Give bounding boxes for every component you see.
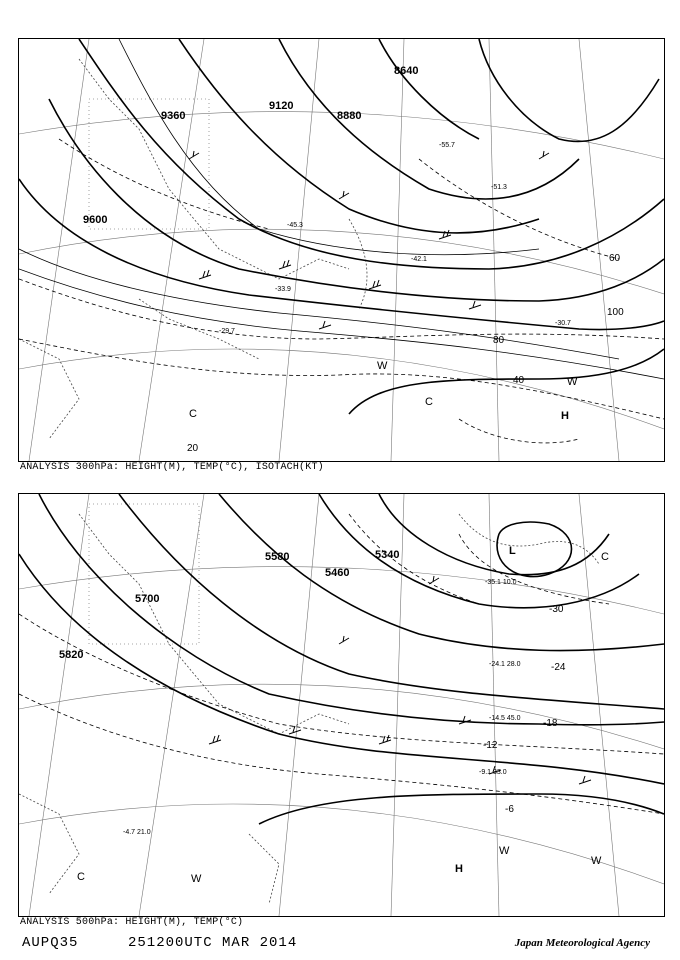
isotach-label-300-4: 80 [493, 335, 505, 346]
station-label-500-5: -35.1 10.0 [485, 579, 517, 586]
system-label-500-h: H [455, 863, 463, 875]
temp-label-500-2: -12 [483, 740, 498, 751]
chart-500hpa-map [19, 494, 664, 916]
isotach-label-300-5: 100 [607, 307, 624, 318]
station-label-500-3: -14.5 45.0 [489, 715, 521, 722]
system-label-500-c2: C [77, 871, 85, 883]
system-label-500-c1: C [601, 551, 609, 563]
temp-label-300-6: -51.3 [491, 184, 507, 191]
height-label-500-3: 5580 [265, 551, 290, 563]
station-label-500-1: -4.7 21.0 [123, 829, 151, 836]
temp-label-300-3: -33.9 [275, 286, 291, 293]
system-label-300-w2: W [567, 376, 578, 388]
chart-500hpa-caption: ANALYSIS 500hPa: HEIGHT(M), TEMP(°C) [20, 917, 244, 928]
system-label-300-c1: C [189, 408, 197, 420]
temp-label-300-7: -55.7 [439, 142, 455, 149]
chart-300hpa-caption: ANALYSIS 300hPa: HEIGHT(M), TEMP(°C), ISOTACH(KT) [20, 462, 324, 473]
station-label-500-2: -9.1 33.0 [479, 769, 507, 776]
isotach-label-300-1: 20 [187, 443, 199, 454]
height-label-300-3: 9120 [269, 100, 294, 112]
temp-label-500-1: -6 [505, 804, 514, 815]
temp-label-300-4: -42.1 [411, 256, 427, 263]
height-label-500-4: 5460 [325, 567, 350, 579]
system-label-500-w1: W [191, 873, 202, 885]
temp-label-500-3: -18 [543, 718, 558, 729]
station-label-500-4: -24.1 28.0 [489, 661, 521, 668]
system-label-500-w3: W [591, 855, 602, 867]
temp-label-300-2: -30.7 [555, 320, 571, 327]
chart-code: AUPQ35 [22, 935, 79, 951]
temp-label-500-4: -24 [551, 662, 566, 673]
height-label-300-5: 8640 [394, 65, 419, 77]
agency-name: Japan Meteorological Agency [514, 937, 650, 949]
temp-label-300-5: -45.3 [287, 222, 303, 229]
system-label-300-h: H [561, 410, 569, 422]
chart-300hpa-map [19, 39, 664, 461]
height-label-300-2: 9360 [161, 110, 186, 122]
chart-500hpa [18, 493, 665, 917]
isotach-label-300-2: 40 [513, 375, 525, 386]
chart-300hpa [18, 38, 665, 462]
system-label-500-l: L [509, 545, 516, 557]
temp-label-300-1: -29.7 [219, 328, 235, 335]
system-label-500-w2: W [499, 845, 510, 857]
height-label-500-5: 5340 [375, 549, 400, 561]
height-label-300-4: 8880 [337, 110, 362, 122]
height-label-500-1: 5820 [59, 649, 84, 661]
height-label-300-1: 9600 [83, 214, 108, 226]
height-label-500-2: 5700 [135, 593, 160, 605]
temp-label-500-5: -30 [549, 604, 564, 615]
system-label-300-w1: W [377, 360, 388, 372]
chart-datetime: 251200UTC MAR 2014 [128, 935, 298, 951]
isotach-label-300-3: 60 [609, 253, 621, 264]
system-label-300-c2: C [425, 396, 433, 408]
